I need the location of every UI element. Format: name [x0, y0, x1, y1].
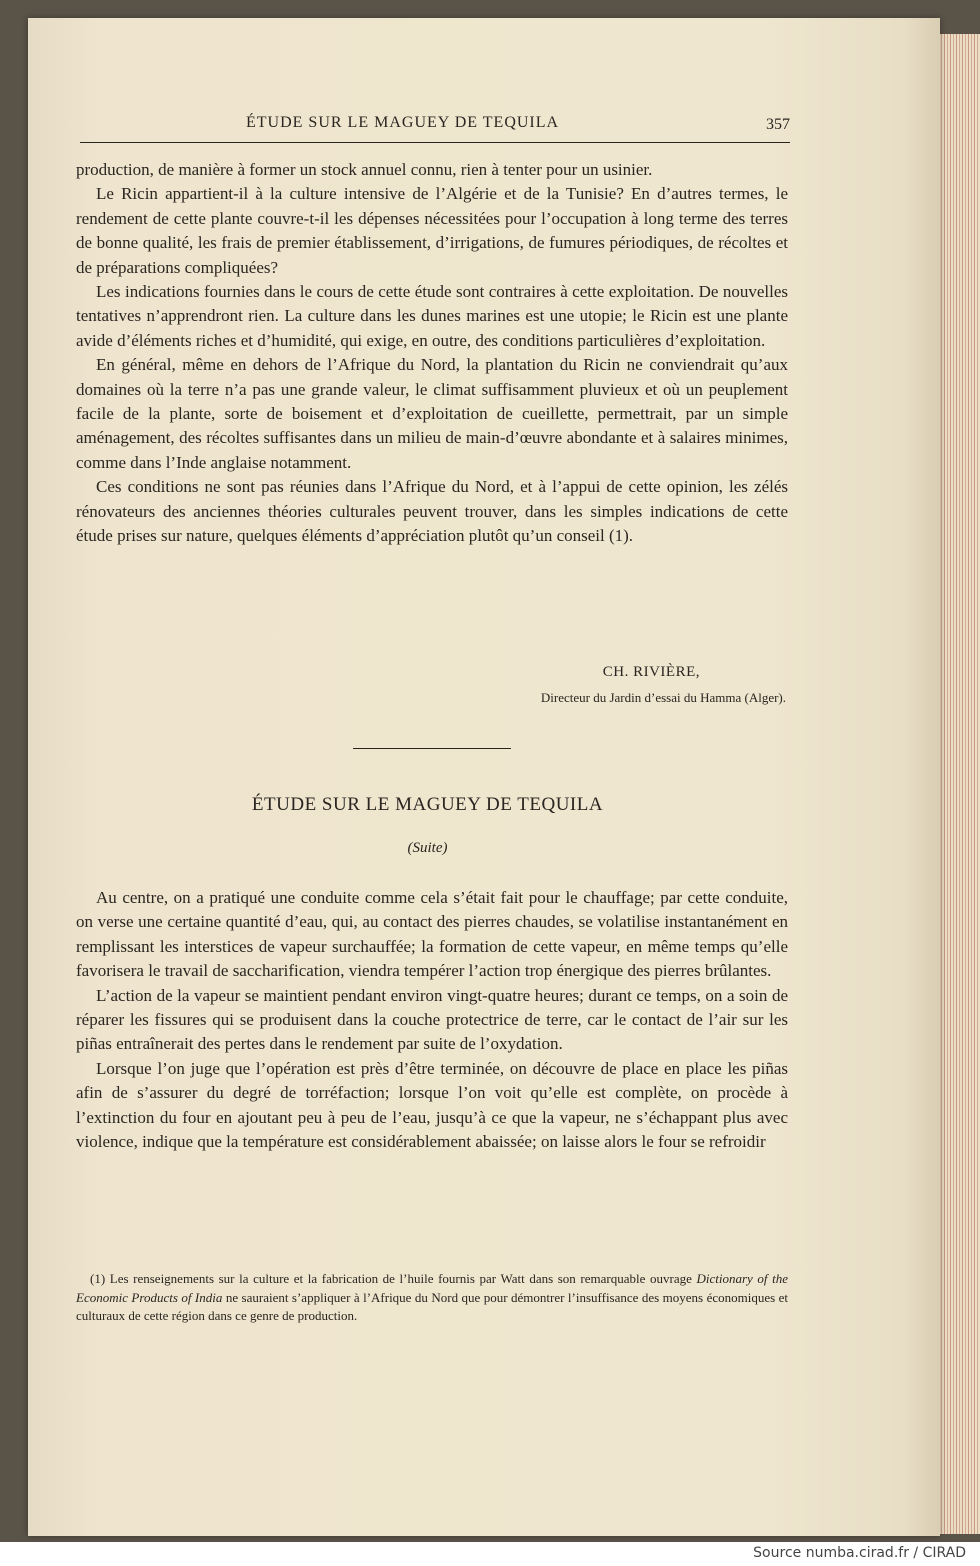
paragraph: Ces conditions ne sont pas réunies dans l’Afrique du Nord, et à l’appui de cette opinion, les zélés rénovateurs des anciennes théories culturales peuvent trouver, dans les simples indications de cette étude prises sur nature, quelques éléments d’appréciation plutôt qu’un conseil (1). [76, 477, 788, 546]
source-credit: Source numba.cirad.fr / CIRAD [753, 1545, 966, 1561]
paragraph: Lorsque l’on juge que l’opération est près d’être terminée, on découvre de place en place les piñas afin de s’assurer du degré de torréfaction; lorsque l’on voit qu’elle est complète, on procède à l’extinction du four en ajoutant peu à peu de l’eau, jusqu’à ce que la vapeur, ne s’échappant plus avec violence, indique que la température est considérablement abaissée; on laisse alors le four se refroidir [76, 1058, 788, 1152]
article-subtitle: (Suite) [407, 840, 448, 856]
paragraph: Le Ricin appartient-il à la culture intensive de l’Algérie et de la Tunisie? En d’autres termes, le rendement de cette plante couvre-t-il les dépenses nécessitées pour l’occupation à long terme des terres de bonne qualité, les frais de premier établissement, d’irrigations, de fumures périodiques, de récoltes et de préparations compliquées? [76, 184, 788, 277]
section-divider [353, 748, 511, 749]
footnote-text-start: (1) Les renseignements sur la culture et la fabrication de l’huile fournis par Watt dans son remarquable ouvrage [90, 1271, 697, 1286]
footnote [76, 1270, 788, 1326]
paragraph: production, de manière à former un stock annuel connu, rien à tenter pour un usinier. [76, 160, 653, 179]
footnote-work-title: Dictionary of the Economic Products of India [76, 1271, 788, 1305]
first-article-body [76, 158, 788, 549]
page-number: 357 [766, 116, 790, 133]
footnote-text-end: ne sauraient s’appliquer à l’Afrique du Nord que pour démontrer l’insuffisance des moyens économiques et culturaux de cette région dans ce genre de production. [76, 1289, 788, 1323]
running-title: ÉTUDE SUR LE MAGUEY DE TEQUILA [246, 114, 560, 131]
paragraph: L’action de la vapeur se maintient pendant environ vingt-quatre heures; durant ce temps, on a soin de réparer les fissures qui se produisent dans la couche protectrice de terre, car le contact de l’air sur les piñas entraînerait des pertes dans le rendement par suite de l’oxydation. [76, 985, 788, 1054]
paragraph: En général, même en dehors de l’Afrique du Nord, la plantation du Ricin ne conviendrait qu’aux domaines où la terre n’a pas une grande valeur, le climat suffisamment pluvieux et où un peuplement facile de la plante, sorte de boisement et d’exploitation de cueillette, permettrait, par un simple aménagement, des récoltes suffisantes dans un milieu de main-d’œuvre abondante et à salaires minimes, comme dans l’Inde anglaise notamment. [76, 355, 788, 472]
second-article-body [76, 886, 788, 1154]
article-title: ÉTUDE SUR LE MAGUEY DE TEQUILA [251, 794, 604, 815]
signature-title: Directeur du Jardin d’essai du Hamma (Alger). [540, 690, 786, 705]
running-header [80, 114, 790, 143]
paragraph: Au centre, on a pratiqué une conduite comme cela s’était fait pour le chauffage; par cette conduite, on verse une certaine quantité d’eau, qui, au contact des pierres chaudes, se volatilise instantanément en remplissant les interstices de vapeur surchauffée; la formation de cette vapeur, en même temps qu’elle favorisera le travail de saccharification, viendra tempérer l’action trop énergique des pierres brûlantes. [76, 888, 788, 981]
paragraph: Les indications fournies dans le cours de cette étude sont contraires à cette exploitation. De nouvelles tentatives n’apprendront rien. La culture dans les dunes marines est une utopie; le Ricin est une plante avide d’éléments riches et d’humidité, qui exige, en outre, des conditions particulières d’exploitation. [76, 282, 788, 350]
book-page-edges [936, 34, 980, 1534]
signature-name: CH. RIVIÈRE, [602, 664, 700, 680]
